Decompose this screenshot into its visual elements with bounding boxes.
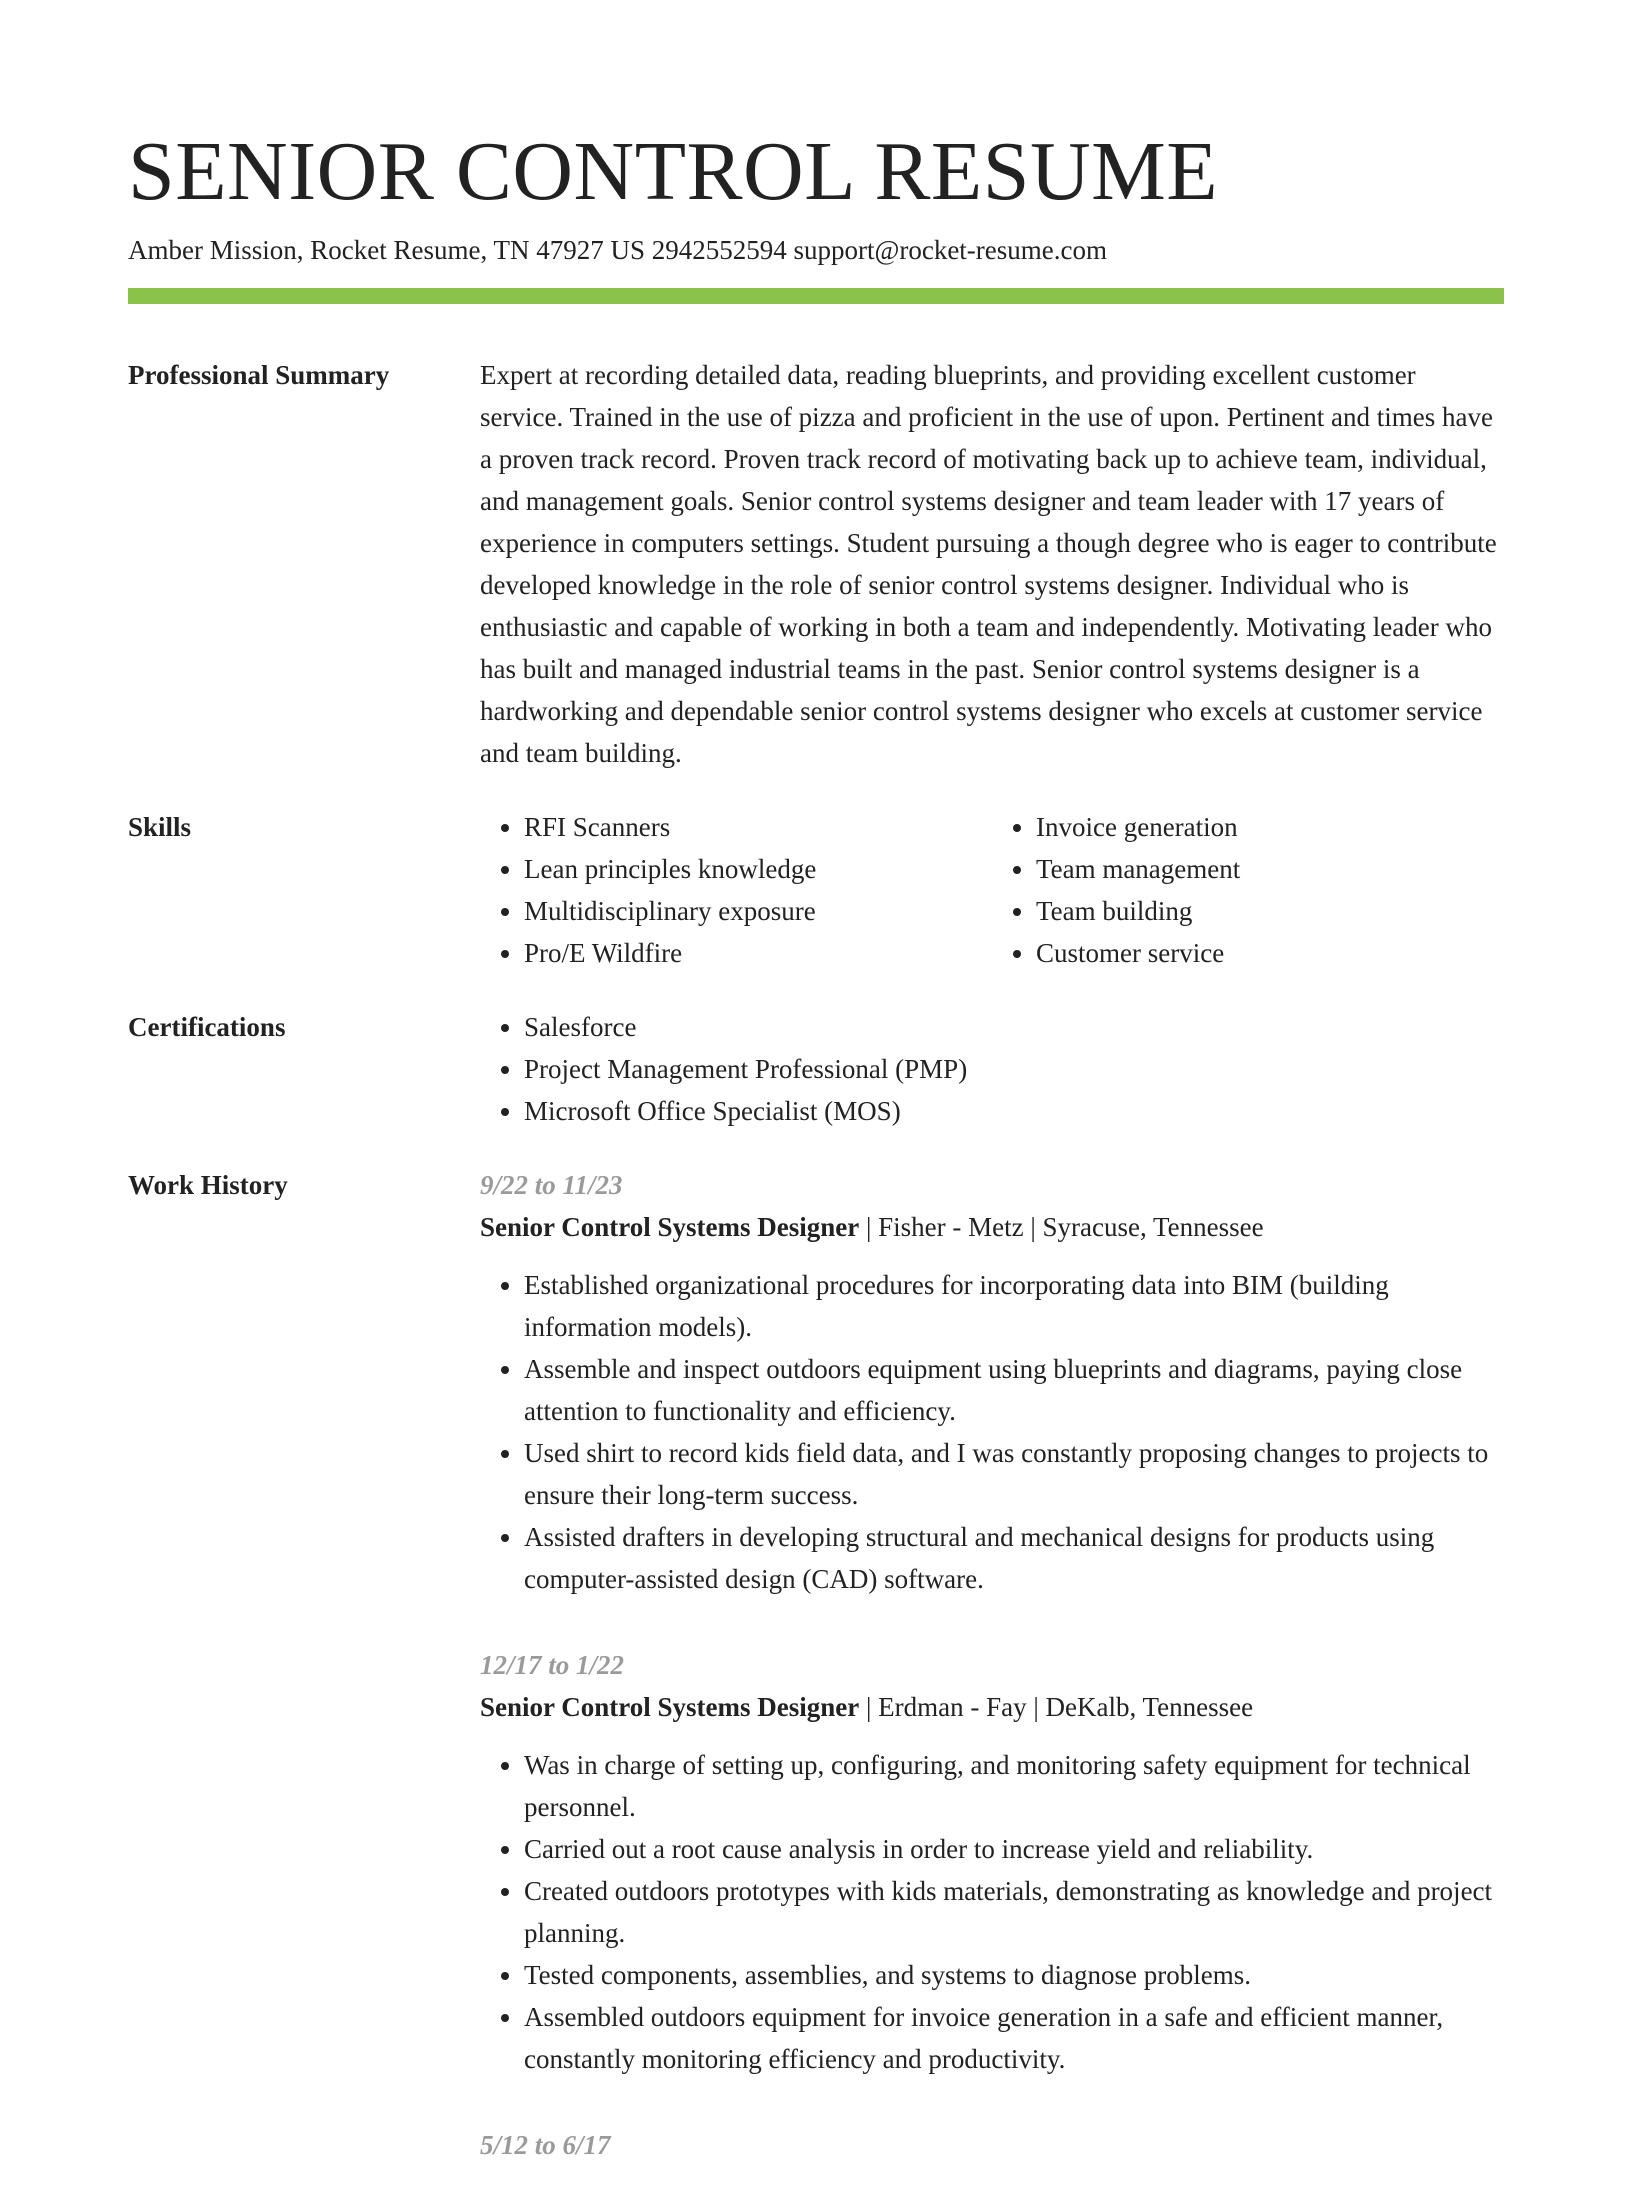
job-bullet: • Used shirt to record kids field data, and I was constantly proposing changes to projects to ensure their long-term success. [524, 1432, 1504, 1516]
job-entry [480, 1164, 1504, 1600]
job-employer-location: | Fisher - Metz | Syracuse, Tennessee [859, 1212, 1264, 1242]
job-bullet: • Assembled outdoors equipment for invoice generation in a safe and efficient manner, constantly monitoring efficiency and productivity. [524, 1996, 1504, 2080]
job-heading [480, 1686, 1504, 1728]
certification-item: • Microsoft Office Specialist (MOS) [524, 1090, 1504, 1132]
accent-divider [128, 288, 1504, 304]
job-bullet: • Established organizational procedures for incorporating data into BIM (building information models). [524, 1264, 1504, 1348]
job-dates: 12/17 to 1/22 [480, 1650, 625, 1680]
certifications-section [128, 1006, 1504, 1132]
job-bullet: • Tested components, assemblies, and systems to diagnose problems. [524, 1954, 1504, 1996]
job-title: Senior Control Systems Designer [480, 1692, 860, 1722]
resume-page [128, 0, 1504, 2210]
work-history-section [128, 1164, 1504, 2210]
certifications-body [480, 1006, 1504, 1132]
summary-text: Expert at recording detailed data, reading blueprints, and providing excellent customer service. Trained in the use of pizza and proficient in the use of upon. Pertinent and times have a proven track record. Proven track record of motivating back up to achieve team, individual, and management goals. Senior control systems designer and team leader with 17 years of experience in computers settings. Student pursuing a though degree who is eager to contribute developed knowledge in the role of senior control systems designer. Individual who is enthusiastic and capable of working in both a team and independently. Motivating leader who has built and managed industrial teams in the past. Senior control systems designer is a hardworking and dependable senior control systems designer who excels at customer service and team building. [480, 360, 1497, 768]
skills-section [128, 806, 1504, 974]
skills-list-right [992, 806, 1504, 974]
job-bullet-list [480, 1744, 1504, 2080]
job-bullet: • Carried out a root cause analysis in order to increase yield and reliability. [524, 1828, 1504, 1870]
job-dates: 9/22 to 11/23 [480, 1170, 623, 1200]
skill-item: • Team building [1036, 890, 1504, 932]
certification-item: • Project Management Professional (PMP) [524, 1048, 1504, 1090]
skill-item: • Multidisciplinary exposure [524, 890, 992, 932]
certifications-list [480, 1006, 1504, 1132]
job-dates: 5/12 to 6/17 [480, 2130, 611, 2160]
skill-item: • Pro/E Wildfire [524, 932, 992, 974]
section-label-summary: Professional Summary [128, 360, 390, 390]
certification-item: • Salesforce [524, 1006, 1504, 1048]
job-bullet: • Created outdoors prototypes with kids materials, demonstrating as knowledge and project planning. [524, 1870, 1504, 1954]
summary-section [128, 354, 1504, 774]
skill-item: • RFI Scanners [524, 806, 992, 848]
resume-title: SENIOR CONTROL RESUME [128, 125, 1219, 218]
job-heading [480, 1206, 1504, 1248]
job-employer-location: | Erdman - Fay | DeKalb, Tennessee [859, 1692, 1254, 1722]
skill-item: • Lean principles knowledge [524, 848, 992, 890]
job-bullet: • Was in charge of setting up, configuring, and monitoring safety equipment for technical personnel. [524, 1744, 1504, 1828]
skill-item: • Invoice generation [1036, 806, 1504, 848]
section-label-work-history: Work History [128, 1170, 288, 1200]
skill-item: • Team management [1036, 848, 1504, 890]
job-bullet: • Assemble and inspect outdoors equipment using blueprints and diagrams, paying close attention to functionality and efficiency. [524, 1348, 1504, 1432]
contact-line: Amber Mission, Rocket Resume, TN 47927 US 2942552594 support@rocket-resume.com [128, 235, 1108, 265]
work-history-body [480, 1164, 1504, 2210]
section-label-certifications: Certifications [128, 1012, 286, 1042]
job-entry [480, 1644, 1504, 2080]
skills-list-left [480, 806, 992, 974]
skills-grid [480, 806, 1504, 974]
job-entry [480, 2124, 1504, 2166]
job-bullet: • Assisted drafters in developing structural and mechanical designs for products using computer-assisted design (CAD) software. [524, 1516, 1504, 1600]
job-bullet-list [480, 1264, 1504, 1600]
section-label-skills: Skills [128, 812, 192, 842]
skill-item: • Customer service [1036, 932, 1504, 974]
job-title: Senior Control Systems Designer [480, 1212, 860, 1242]
